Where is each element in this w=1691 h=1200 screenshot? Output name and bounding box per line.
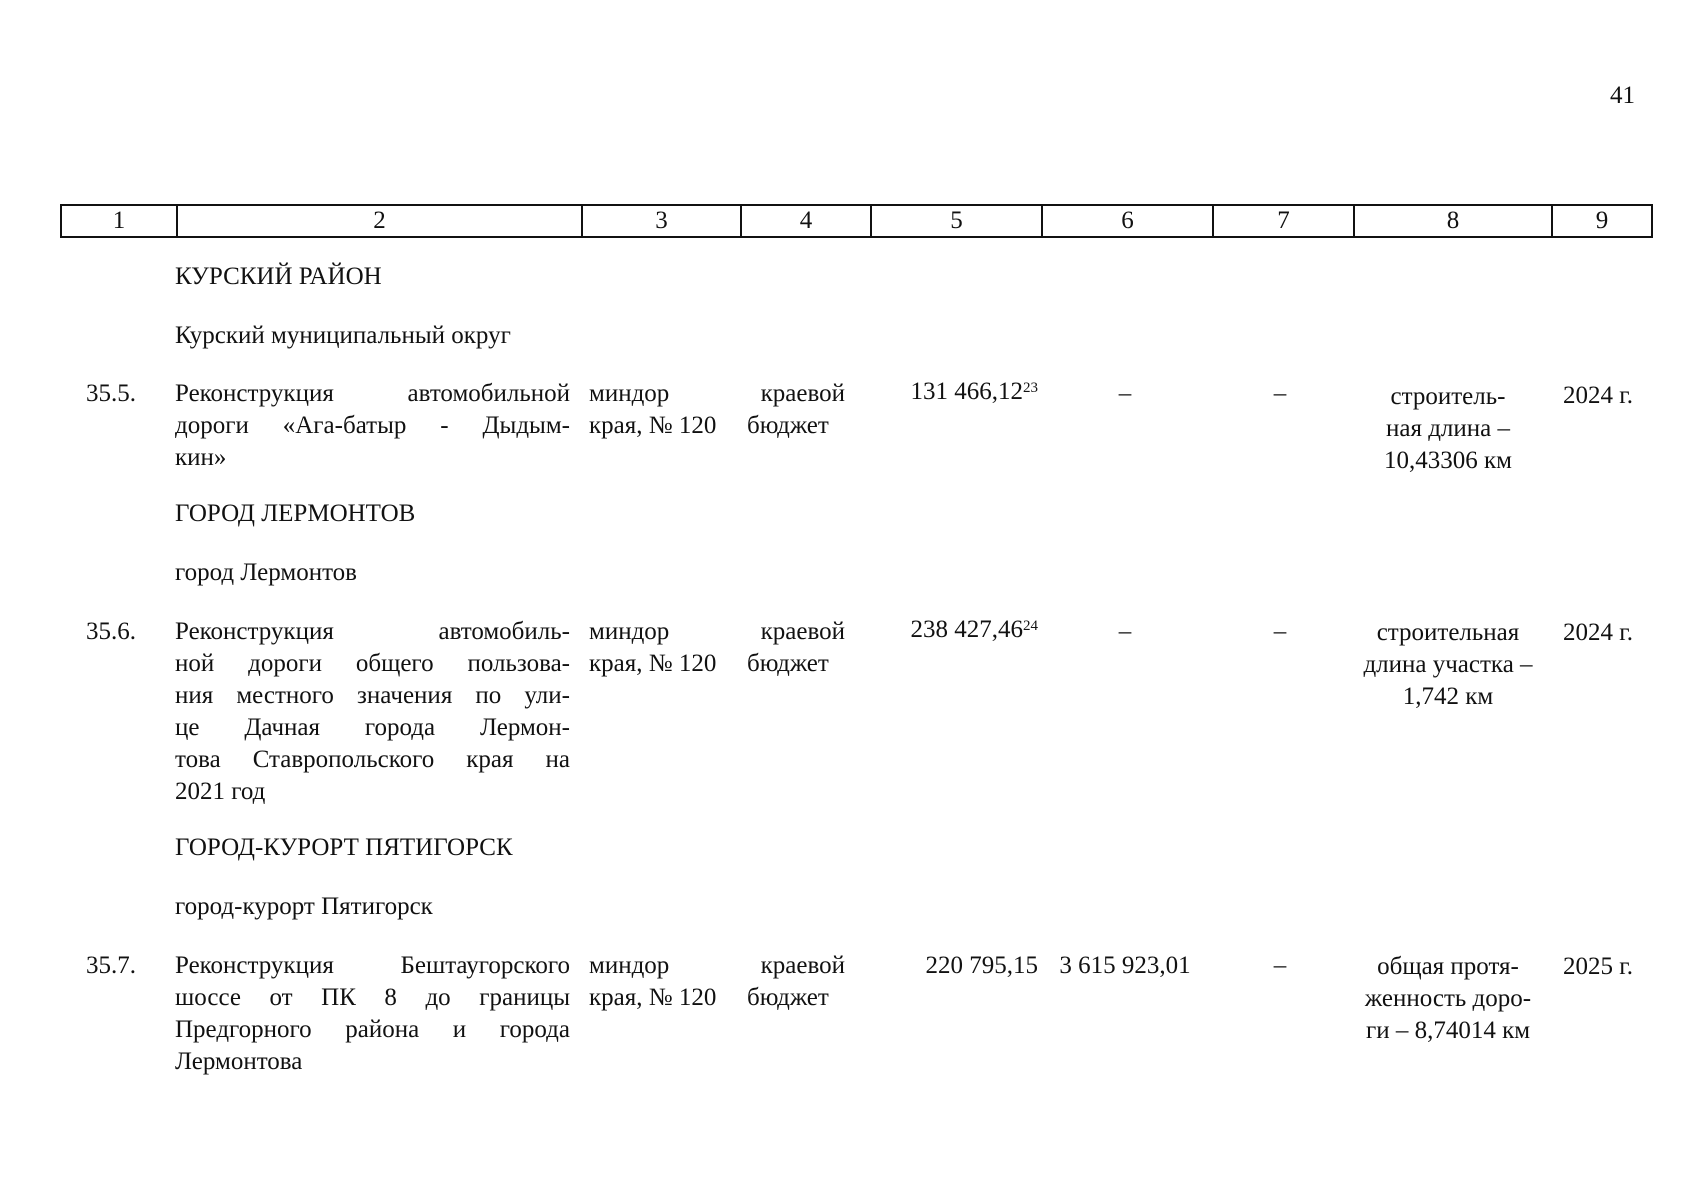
object-name-line: Лермонтова — [175, 1048, 303, 1075]
row-number: 35.7. — [86, 952, 136, 979]
municipality-heading: Курский муниципальный округ — [175, 322, 511, 349]
amount-col-7: – — [1273, 618, 1287, 645]
customer-line: края, № 120 — [589, 984, 717, 1011]
funding-line: бюджет — [747, 650, 829, 677]
customer-line: миндор — [589, 952, 670, 979]
completion-year: 2024 г. — [1563, 619, 1633, 646]
object-name-line: це Дачная города Лермон- — [175, 714, 570, 741]
district-heading: КУРСКИЙ РАЙОН — [175, 263, 382, 290]
column-number-header — [60, 204, 1653, 238]
funding-line: краевой — [760, 952, 845, 979]
capacity — [1350, 381, 1546, 477]
amount-value: 238 427,46 — [910, 616, 1023, 643]
row-number: 35.5. — [86, 380, 136, 407]
amount-col-7: – — [1273, 380, 1287, 407]
funding-source — [747, 616, 845, 680]
object-name-line: Реконструкция Бештаугорского — [175, 952, 570, 979]
object-name-line: Реконструкция автомобиль- — [175, 618, 570, 645]
customer-line: миндор — [589, 618, 670, 645]
district-heading: ГОРОД ЛЕРМОНТОВ — [175, 500, 416, 527]
customer-line: края, № 120 — [589, 412, 717, 439]
amount-col-5 — [868, 376, 1038, 408]
customer — [589, 616, 717, 680]
header-col-6: 6 — [1042, 205, 1213, 237]
capacity-line: ги – 8,74014 км — [1365, 1017, 1531, 1044]
capacity-line: длина участка – — [1363, 651, 1533, 678]
object-name-line: Реконструкция автомобильной — [175, 380, 570, 407]
funding-line: бюджет — [747, 412, 829, 439]
municipality-heading: город Лермонтов — [175, 559, 357, 586]
object-name-line: Предгорного района и города — [175, 1016, 570, 1043]
header-col-5: 5 — [871, 205, 1042, 237]
header-col-3: 3 — [582, 205, 741, 237]
page-number: 41 — [1610, 82, 1635, 109]
object-name-line: шоссе от ПК 8 до границы — [175, 984, 570, 1011]
capacity-line: 1,742 км — [1402, 683, 1494, 710]
header-col-7: 7 — [1213, 205, 1354, 237]
amount-col-7: – — [1273, 952, 1287, 979]
capacity — [1350, 951, 1546, 1047]
object-name-line: това Ставропольского края на — [175, 746, 570, 773]
funding-source — [747, 950, 845, 1014]
capacity-line: 10,43306 км — [1384, 447, 1512, 474]
funding-source — [747, 378, 845, 442]
amount-col-5 — [868, 614, 1038, 646]
funding-line: краевой — [760, 618, 845, 645]
object-name — [175, 616, 570, 808]
object-name — [175, 378, 570, 474]
capacity-line: строительная — [1376, 619, 1520, 646]
funding-line: краевой — [760, 380, 845, 407]
object-name-line: ния местного значения по ули- — [175, 682, 570, 709]
header-col-2: 2 — [177, 205, 582, 237]
amount-value: 131 466,12 — [910, 378, 1023, 405]
object-name-line: дороги «Ага-батыр - Дыдым- — [175, 412, 570, 439]
capacity — [1350, 617, 1546, 713]
district-heading: ГОРОД-КУРОРТ ПЯТИГОРСК — [175, 834, 513, 861]
header-col-8: 8 — [1354, 205, 1552, 237]
capacity-line: общая протя- — [1377, 953, 1519, 980]
header-col-4: 4 — [741, 205, 871, 237]
header-col-1: 1 — [61, 205, 177, 237]
footnote-ref: 24 — [1023, 618, 1038, 634]
funding-line: бюджет — [747, 984, 829, 1011]
completion-year: 2025 г. — [1563, 953, 1633, 980]
amount-col-6: – — [1118, 380, 1132, 407]
header-col-9: 9 — [1552, 205, 1652, 237]
capacity-line: строитель- — [1390, 383, 1506, 410]
completion-year: 2024 г. — [1563, 382, 1633, 409]
customer-line: края, № 120 — [589, 650, 717, 677]
amount-col-5 — [868, 950, 1038, 982]
object-name — [175, 950, 570, 1078]
capacity-line: ная длина – — [1385, 415, 1511, 442]
row-number: 35.6. — [86, 618, 136, 645]
object-name-line: ной дороги общего пользова- — [175, 650, 570, 677]
capacity-line: женность доро- — [1364, 985, 1532, 1012]
customer — [589, 950, 717, 1014]
footnote-ref: 23 — [1023, 380, 1038, 396]
amount-value: 220 795,15 — [925, 952, 1038, 979]
municipality-heading: город-курорт Пятигорск — [175, 893, 433, 920]
amount-col-6: – — [1118, 618, 1132, 645]
amount-col-6: 3 615 923,01 — [1059, 952, 1191, 979]
customer-line: миндор — [589, 380, 670, 407]
customer — [589, 378, 717, 442]
object-name-line: кин» — [175, 444, 227, 471]
object-name-line: 2021 год — [175, 778, 266, 805]
